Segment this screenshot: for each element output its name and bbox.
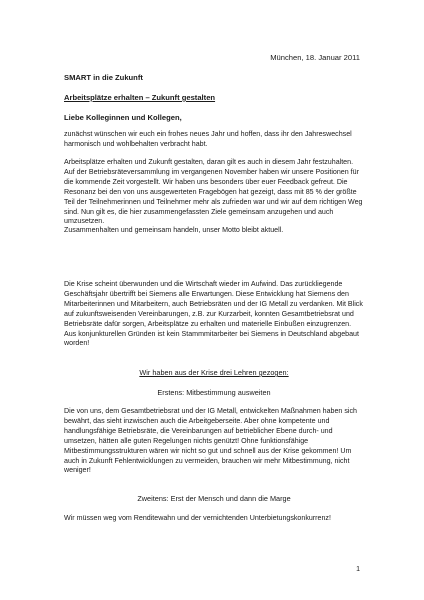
lessons-heading: Wir haben aus der Krise drei Lehren gezogen: [139,368,289,377]
document-date: München, 18. Januar 2011 [270,53,360,62]
page-number: 1 [356,566,360,573]
paragraph-intro: zunächst wünschen wir euch ein frohes neues Jahr und hoffen, dass ihr den Jahreswechsel harmonisch und wohlbehalten verbracht habt. [64,130,352,148]
document-subtitle: Arbeitsplätze erhalten – Zukunft gestalten [64,93,216,102]
document-title: SMART in die Zukunft [64,73,143,82]
paragraph-motto: Zusammenhalten und gemeinsam handeln, unser Motto bleibt aktuell. [64,226,284,234]
lesson-two-heading: Zweitens: Erst der Mensch und dann die Marge [137,494,291,503]
paragraph-codetermination: Die von uns, dem Gesamtbetriebsrat und der IG Metall, entwickelten Maßnahmen haben sich bewährt, das sieht inzwischen auch die Arbeitgeberseite. Aber ohne kompetente und handlungsfähige Betriebsräte, die Vereinbarungen auf betrieblicher Ebene durch- und umsetzen, hätten alle guten Regelungen nichts genützt! Ohne funktionsfähige Mitbestimmungsstrukturen wären wir nicht so gut und schnell aus der Krise gekommen! Um auch in Zukunft Fehlentwicklungen zu vermeiden, brauchen wir mehr Mitbestimmung, nicht weniger! [64,407,357,475]
greeting: Liebe Kolleginnen und Kollegen, [64,113,182,122]
lesson-one-heading: Erstens: Mitbestimmung ausweiten [157,388,271,397]
paragraph-goals: Arbeitsplätze erhalten und Zukunft gestalten, daran gilt es auch in diesem Jahr festzuhalten. Auf der Betriebsräteversammlung im vergangenen November haben wir unsere Positionen für die kommende Zeit vorgestellt. Wir haben uns besonders über euer Feedback gefreut. Die Resonanz bei den von uns ausgewerteten Fragebögen hat gezeigt, dass mit 85 % der größte Teil der Teilnehmerinnen und Teilnehmer mehr als zufrieden war und wir auf dem richtigen Weg sind. Nun gilt es, die hier zusammengefassten Ziele gemeinsam anzugehen und auch umzusetzen. [64,158,363,226]
paragraph-margin: Wir müssen weg vom Renditewahn und der vernichtenden Unterbietungskonkurrenz! [64,514,331,522]
paragraph-crisis: Die Krise scheint überwunden und die Wirtschaft wieder im Aufwind. Das zurückliegende Geschäftsjahr übertrifft bei Siemens alle Erwartungen. Diese Entwicklung hat Siemens den Mitarbeiterinnen und Mitarbeitern, auch Betriebsräten und der IG Metall zu verdanken. Mit Blick auf zukunftsweisenden Vereinbarungen, z.B. zur Kurzarbeit, konnten Gesamtbetriebsrat und Betriebsräte dafür sorgen, Arbeitsplätze zu erhalten und materielle Einbußen einzugrenzen. Aus konjunkturellen Gründen ist kein Stammmitarbeiter bei Siemens in Deutschland abgebaut worden! [64,280,363,348]
